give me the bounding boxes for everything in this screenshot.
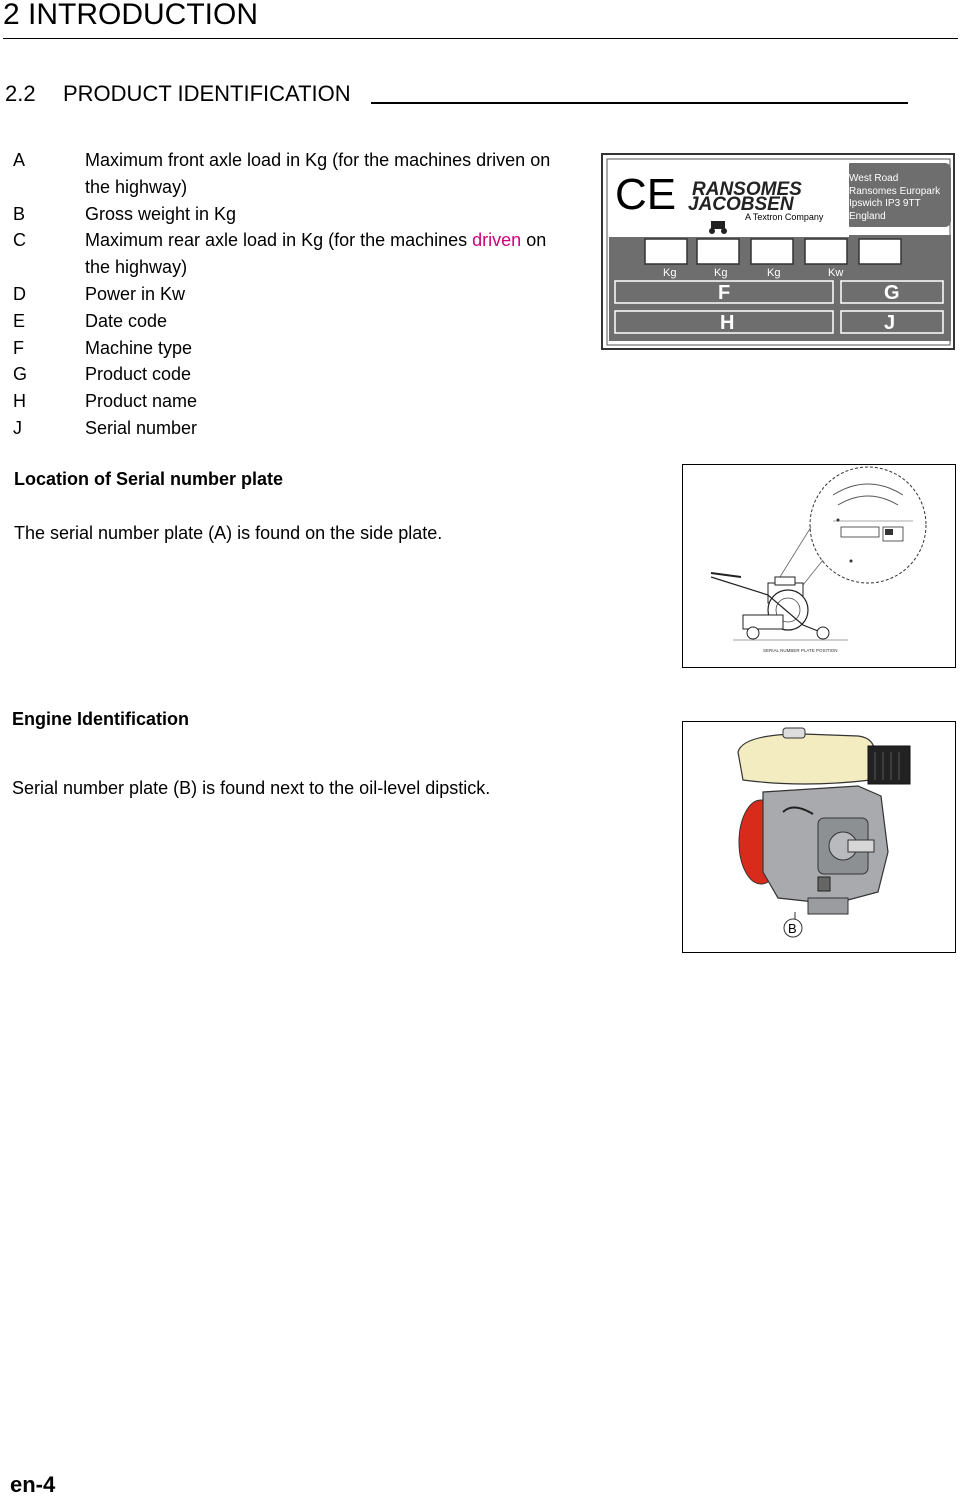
legend-description: Serial number	[85, 417, 198, 438]
plate-field-unit: Kg	[714, 267, 728, 279]
legend-description: Product code	[85, 364, 192, 385]
legend-item	[13, 201, 603, 228]
legend-description	[85, 227, 603, 254]
ce-mark: CE	[615, 170, 677, 219]
plate-field-letter: J	[884, 312, 896, 334]
chapter-title: 2 INTRODUCTION	[3, 0, 258, 31]
legend-description-continued: the highway)	[85, 257, 188, 278]
brand-tagline: A Textron Company	[745, 212, 824, 222]
legend-item	[13, 415, 603, 442]
plate-address-line: Ipswich IP3 9TT	[849, 198, 921, 209]
plate-address-line: England	[849, 211, 886, 222]
figure-caption: SERIAL NUMBER PLATE POSITION	[763, 648, 838, 653]
engine-callout-label: B	[788, 921, 797, 936]
plate-field-letter: E	[881, 242, 895, 264]
legend-item	[13, 388, 603, 415]
plate-field-unit: Kw	[828, 267, 844, 279]
plate-address-line: West Road	[849, 173, 899, 184]
legend-letter: C	[13, 230, 26, 251]
page-number: en-4	[10, 1472, 56, 1497]
plate-field-letter: G	[884, 282, 900, 304]
legend-description: Machine type	[85, 337, 193, 358]
legend-description: Date code	[85, 310, 168, 331]
legend-description: Maximum front axle load in Kg (for the machines driven on	[85, 150, 551, 170]
plate-location-figure	[682, 464, 956, 668]
legend-letter: F	[13, 337, 24, 358]
legend-item	[13, 361, 603, 388]
legend-description-continued: the highway)	[85, 176, 188, 197]
engine-heading: Engine Identification	[12, 709, 190, 729]
legend-description: Power in Kw	[85, 283, 186, 304]
legend-description: Product name	[85, 391, 198, 412]
engine-drawing	[683, 722, 954, 951]
plate-field-letter: F	[718, 282, 731, 304]
section-title	[5, 80, 351, 108]
location-description: The serial number plate (A) is found on the side plate.	[14, 523, 443, 543]
legend-item	[13, 335, 603, 362]
engine-description: Serial number plate (B) is found next to the oil-level dipstick.	[12, 778, 491, 798]
legend-letter: D	[13, 283, 26, 304]
legend-letter: B	[13, 203, 26, 224]
legend-letter: G	[13, 364, 28, 385]
plate-field-unit: Kg	[767, 267, 781, 279]
legend-item	[13, 308, 603, 335]
brand-name-line2: JACOBSEN	[688, 194, 794, 215]
identification-legend	[13, 147, 603, 442]
section-title-rule	[371, 102, 908, 104]
engine-figure	[682, 721, 956, 953]
legend-letter: H	[13, 391, 26, 412]
legend-item	[13, 147, 603, 201]
plate-field-letter: C	[774, 244, 789, 266]
legend-letter: E	[13, 310, 26, 331]
legend-text-start: Maximum rear axle load in Kg (for the machines	[85, 230, 473, 251]
plate-address-line: Ransomes Europark	[849, 186, 941, 197]
brand-name-line1: RANSOMES	[692, 179, 802, 200]
plate-field-unit: Kg	[663, 267, 677, 279]
legend-text-end: on	[521, 230, 547, 251]
plate-field-letter: H	[720, 312, 735, 334]
legend-item	[13, 227, 603, 281]
section-title-text: PRODUCT IDENTIFICATION	[63, 81, 351, 106]
legend-letter: A	[13, 150, 26, 170]
chapter-divider	[3, 38, 958, 39]
legend-description: Gross weight in Kg	[85, 203, 237, 224]
machine-side-view-drawing	[683, 465, 954, 666]
legend-item	[13, 281, 603, 308]
plate-field-letter: D	[825, 244, 840, 266]
plate-field-letter: A	[659, 242, 674, 264]
plate-field-letter: B	[714, 242, 729, 264]
legend-letter: J	[13, 417, 22, 438]
section-number: 2.2	[5, 81, 36, 106]
serial-plate-illustration	[601, 153, 955, 350]
location-heading: Location of Serial number plate	[14, 469, 284, 489]
highlighted-word: driven	[472, 230, 522, 251]
